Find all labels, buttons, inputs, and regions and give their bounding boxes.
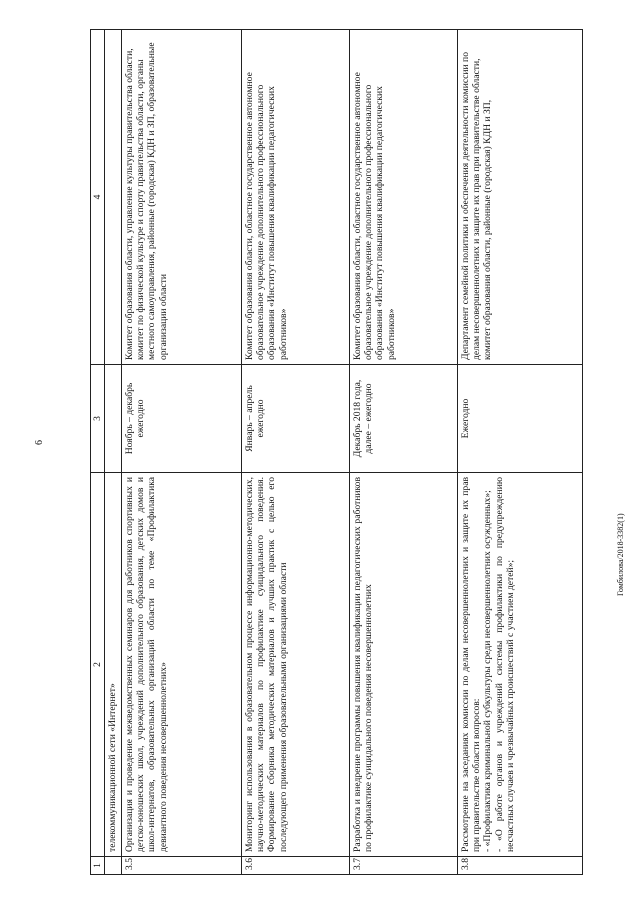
table-row: [349, 30, 457, 875]
row-number: 3.7: [349, 857, 457, 875]
activity-item: - «Профилактика криминальной субкультуры среди несовершеннолетних осужденных»;: [482, 490, 494, 852]
table-row: [121, 30, 241, 875]
column-header-2: 2: [91, 473, 105, 857]
row-activity: Разработка и внедрение программы повышения квалификации педагогических работников по профилактике суицидального поведения несовершеннолетних: [349, 473, 457, 857]
row-number: 3.8: [457, 857, 582, 875]
row-term: Ежегодно: [457, 365, 582, 473]
measures-table: [90, 29, 583, 875]
column-header-3: 3: [91, 365, 105, 473]
row-number: 3.5: [121, 857, 241, 875]
activity-intro: Рассмотрение на заседаниях комиссии по делам несовершеннолетних и защите их прав при правительстве области вопросов:: [459, 477, 482, 852]
row-executors: Комитет образования области, областное государственное автономное образовательное учреждение дополнительного профессионального образования «Институт повышения квалификации педагогических работников»: [349, 30, 457, 365]
activity-item: - «О работе органов и учреждений системы профилактики по предупреждению несчастных случаев и чрезвычайных происшествий с участием детей»;: [493, 477, 516, 852]
table-cell-empty: [105, 857, 121, 875]
rotated-table-page: [90, 30, 585, 875]
column-header-4: 4: [91, 30, 105, 365]
row-executors: Департамент семейной политики и обеспечения деятельности комиссии по делам несовершеннолетних и защите их прав при правительстве области, комитет образования области, районные (городская) КДН и ЗП,: [457, 30, 582, 365]
row-term: Декабрь 2018 года, далее – ежегодно: [349, 365, 457, 473]
row-number: 3.6: [241, 857, 349, 875]
row-executors: Комитет образования области, управление культуры правительства области, комитет по физической культуре и спорту правительства области, органы местного самоуправления, районные (городская) КДН и ЗП, образовательные организации области: [121, 30, 241, 365]
page-number: 6: [34, 440, 45, 445]
table-cell-empty: [105, 30, 121, 365]
row-activity: [457, 473, 582, 857]
table-row: [241, 30, 349, 875]
row-term: Январь – апрель ежегодно: [241, 365, 349, 473]
row-term: Ноябрь – декабрь ежегодно: [121, 365, 241, 473]
continuation-text: телекоммуникационной сети «Интернет»: [105, 473, 121, 857]
column-header-1: 1: [91, 857, 105, 875]
table-header-row: [91, 30, 105, 875]
row-activity: Организация и проведение межведомственных семинаров для работников спортивных и детско-юношеских школ, учреждений дополнительного образования, детских домов и школ-интернатов, образовательных организаций области по теме «Профилактика девиантного поведения несовершеннолетних»: [121, 473, 241, 857]
table-row-continuation: [105, 30, 121, 875]
footer-doc-code: Гомбилова/2018-3382(1): [616, 513, 625, 596]
row-executors: Комитет образования области, областное государственное автономное образовательное учреждение дополнительного профессионального образования «Институт повышения квалификации педагогических работников»: [241, 30, 349, 365]
row-activity: Мониторинг использования в образовательном процессе информационно-методических, научно-методических материалов по профилактике суицидального поведения. Формирование сборника методических материалов и лучших практик с целью его последующего применения образовательными организациями области: [241, 473, 349, 857]
table-cell-empty: [105, 365, 121, 473]
table-row: [457, 30, 582, 875]
